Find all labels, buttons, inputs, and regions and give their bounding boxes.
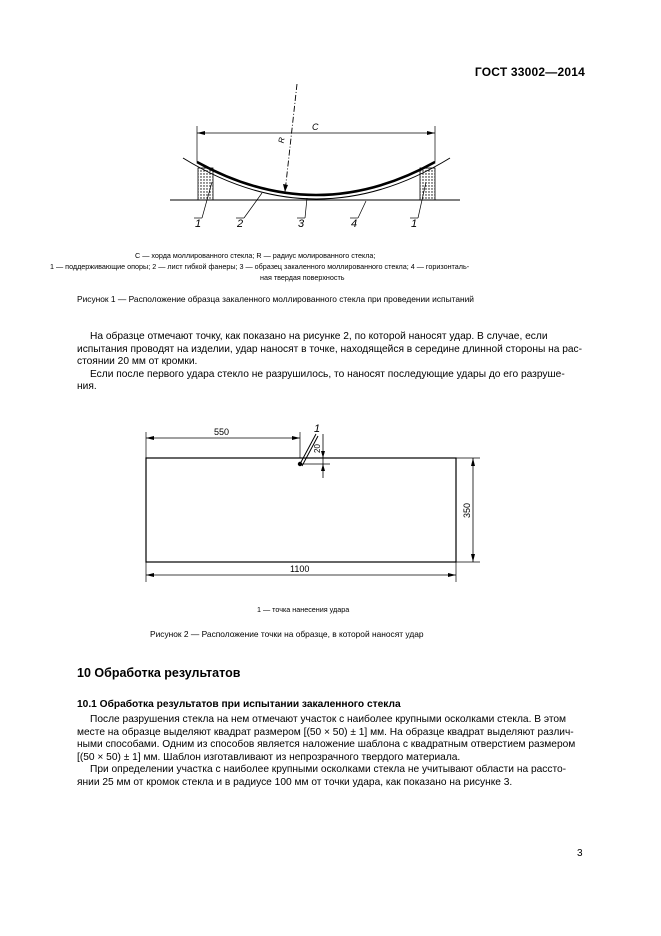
paragraph-result-processing [77,714,583,790]
paragraph-line: ными способами. Одним из способов является наложение шаблона с квадратным отверстием размером [77,739,576,751]
figure-2-drawing [130,420,490,590]
callout-1-left: 1 [195,218,202,230]
label-r: R [276,136,287,144]
callout-3: 3 [298,218,305,230]
paragraph-line: После разрушения стекла на нем отмечают участок с наиболее крупными осколками стекла. В этом [90,714,567,725]
glass-sample [197,162,435,195]
callout-4: 4 [351,218,358,230]
callout-2: 2 [237,218,244,230]
dimension-20: 20 [313,444,322,453]
document-code: ГОСТ 33002—2014 [474,65,585,79]
page-number: 3 [577,848,583,859]
callout-impact-point: 1 [314,423,321,435]
figure-1-caption: Рисунок 1 — Расположение образца закаленного моллированного стекла при проведении испытаний [77,294,474,304]
section-10-1-heading: 10.1 Обработка результатов при испытании закаленного стекла [77,699,401,710]
radius-line [285,84,297,192]
figure-1-legend-line-2: 1 — поддерживающие опоры; 2 — лист гибкой фанеры; 3 — образец закаленного моллированного стекла; 4 — горизонталь- [50,262,470,271]
paragraph-line: [(50 × 50) ± 1] мм. Шаблон изготавливают из непрозрачного твердого материала. [77,751,461,763]
dimension-1100: 1100 [290,564,310,574]
glass-sample-rectangle [146,458,456,562]
plywood-sheet [183,158,450,199]
paragraph-line: стоянии 20 мм от кромки. [77,356,198,368]
figure-1-legend-line-1: C — хорда моллированного стекла; R — радиус молированного стекла; [135,251,376,260]
figure-1-legend-line-3: ная твердая поверхность [260,273,345,282]
paragraph-line: ния. [77,381,97,393]
paragraph-line: испытания проводят на изделии, удар наносят в точке, находящейся в середине длинной стороны на рас- [77,343,583,355]
paragraph-line: На образце отмечают точку, как показано на рисунке 2, по которой наносят удар. В случае, если [90,331,548,342]
callout-1-right: 1 [411,218,418,230]
paragraph-line: Если после первого удара стекло не разрушилось, то наносят последующие удары до его разруше- [90,368,565,380]
paragraph-impact-point [77,331,583,394]
paragraph-line: янии 25 мм от кромок стекла и в радиусе 100 мм от точки удара, как показано на рисунке 3. [77,776,513,788]
dimension-350: 350 [462,502,472,518]
label-c: C [312,122,319,132]
figure-2-caption: Рисунок 2 — Расположение точки на образце, в которой наносят удар [150,629,424,639]
figure-1-drawing [170,80,470,240]
dimension-550: 550 [214,427,230,437]
paragraph-line: месте на образце выделяют квадрат размером [(50 × 50) ± 1] мм. На образце квадрат выделяют различ- [77,726,574,738]
figure-2-legend: 1 — точка нанесения удара [257,605,350,614]
section-10-heading: 10 Обработка результатов [77,666,241,680]
paragraph-line: При определении участка с наиболее крупными осколками стекла не учитывают области на рассто- [90,764,567,776]
